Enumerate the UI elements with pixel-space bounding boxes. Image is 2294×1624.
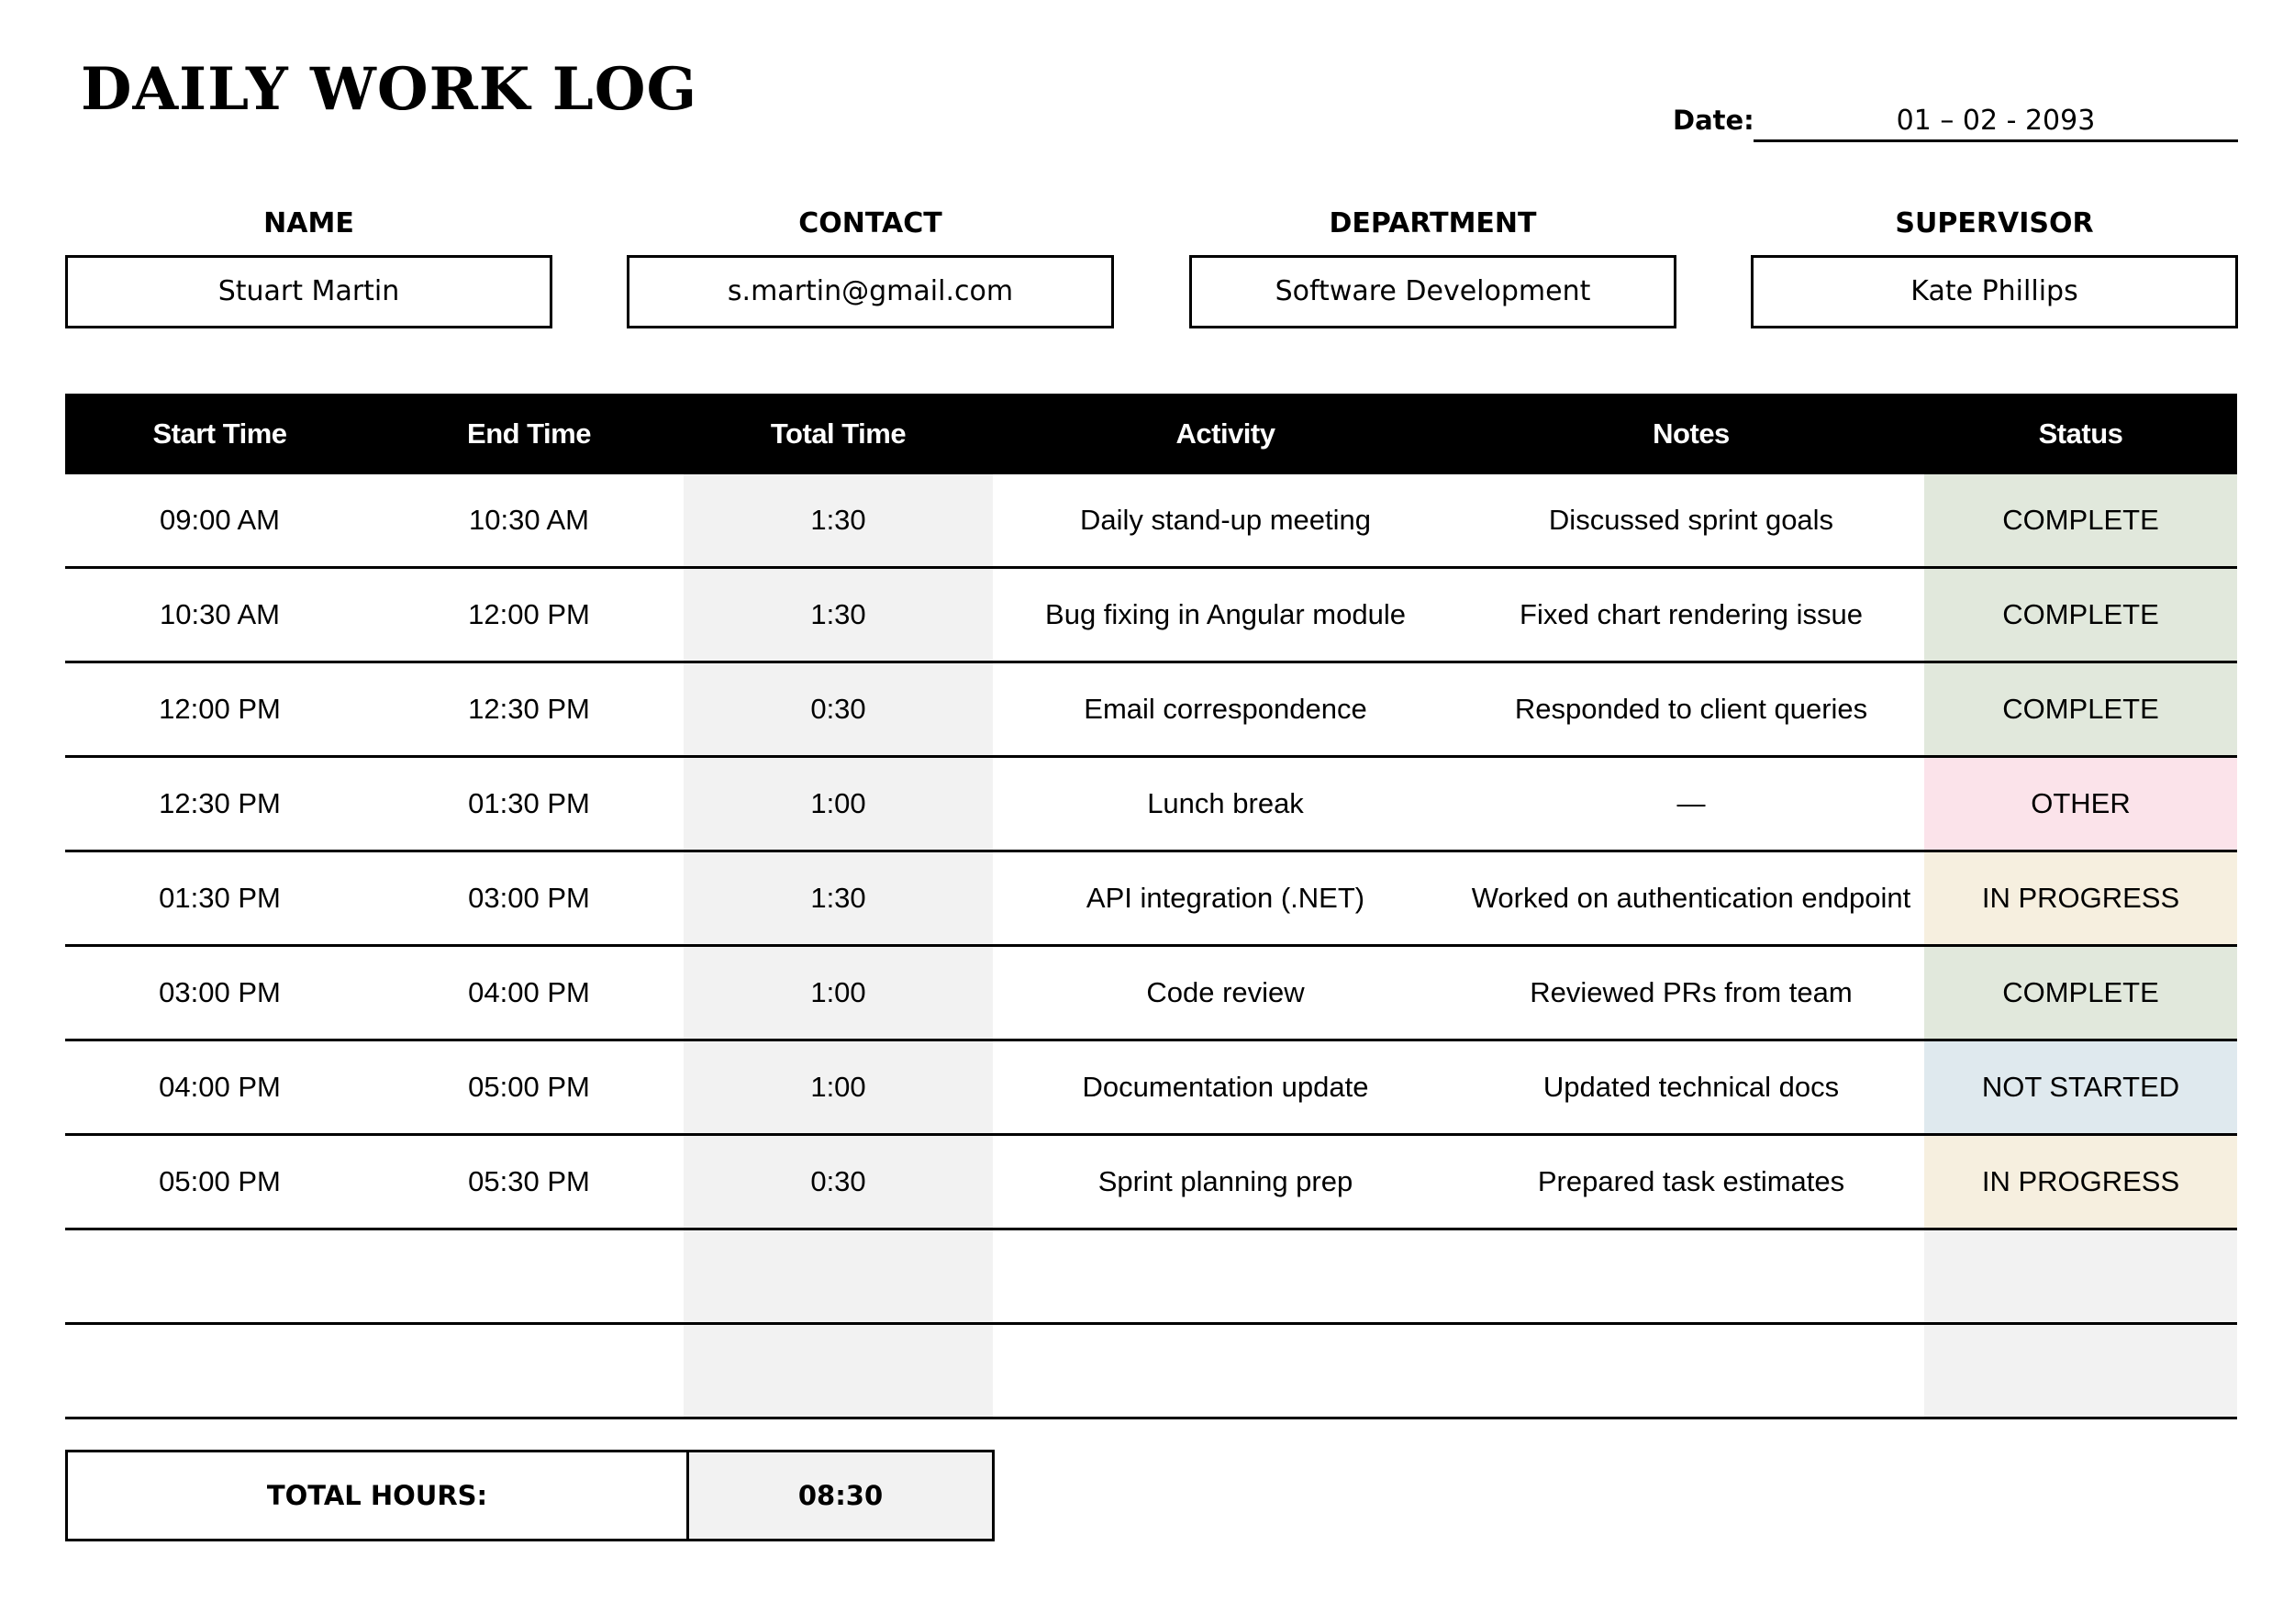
notes-cell[interactable]: Fixed chart rendering issue [1458,568,1924,662]
total-time-cell[interactable]: 0:30 [684,1135,993,1229]
end-time-cell[interactable]: 12:00 PM [374,568,684,662]
activity-cell[interactable] [993,1324,1458,1418]
table-body [65,474,2237,1418]
column-header-start-time: Start Time [65,394,374,474]
work-log-table [65,394,2237,1419]
total-time-cell[interactable] [684,1229,993,1324]
table-row [65,662,2237,757]
total-time-cell[interactable]: 1:00 [684,757,993,851]
end-time-cell[interactable] [374,1324,684,1418]
start-time-cell[interactable]: 10:30 AM [65,568,374,662]
status-cell[interactable] [1924,1229,2237,1324]
column-header-end-time: End Time [374,394,684,474]
end-time-cell[interactable]: 12:30 PM [374,662,684,757]
start-time-cell[interactable] [65,1229,374,1324]
column-header-total-time: Total Time [684,394,993,474]
table-row [65,1040,2237,1135]
table-row [65,474,2237,568]
table-row [65,757,2237,851]
contact-label: CONTACT [798,207,942,239]
notes-cell[interactable]: Discussed sprint goals [1458,474,1924,568]
department-group [1189,204,1676,328]
notes-cell[interactable] [1458,1324,1924,1418]
date-field[interactable]: 01 – 02 - 2093 [1754,101,2238,142]
supervisor-label: SUPERVISOR [1895,207,2094,239]
activity-cell[interactable]: Email correspondence [993,662,1458,757]
total-time-cell[interactable] [684,1324,993,1418]
column-header-activity: Activity [993,394,1458,474]
start-time-cell[interactable]: 05:00 PM [65,1135,374,1229]
supervisor-group [1751,204,2238,328]
status-cell[interactable]: COMPLETE [1924,662,2237,757]
status-cell[interactable]: NOT STARTED [1924,1040,2237,1135]
total-time-cell[interactable]: 0:30 [684,662,993,757]
status-cell[interactable]: COMPLETE [1924,474,2237,568]
notes-cell[interactable]: Responded to client queries [1458,662,1924,757]
total-time-cell[interactable]: 1:00 [684,946,993,1040]
status-cell[interactable]: IN PROGRESS [1924,1135,2237,1229]
name-label: NAME [263,207,354,239]
status-cell[interactable]: COMPLETE [1924,568,2237,662]
notes-cell[interactable]: Prepared task estimates [1458,1135,1924,1229]
status-cell[interactable] [1924,1324,2237,1418]
activity-cell[interactable]: Documentation update [993,1040,1458,1135]
table-header-row [65,394,2237,474]
column-header-status: Status [1924,394,2237,474]
activity-cell[interactable]: Code review [993,946,1458,1040]
total-time-cell[interactable]: 1:30 [684,851,993,946]
table-row [65,946,2237,1040]
table-row [65,1229,2237,1324]
date-label: Date: [1673,105,1754,136]
end-time-cell[interactable] [374,1229,684,1324]
start-time-cell[interactable] [65,1324,374,1418]
total-hours-value: 08:30 [689,1452,992,1539]
notes-cell[interactable]: Worked on authentication endpoint [1458,851,1924,946]
end-time-cell[interactable]: 03:00 PM [374,851,684,946]
total-time-cell[interactable]: 1:30 [684,568,993,662]
end-time-cell[interactable]: 05:30 PM [374,1135,684,1229]
notes-cell[interactable]: Updated technical docs [1458,1040,1924,1135]
status-cell[interactable]: COMPLETE [1924,946,2237,1040]
department-label: DEPARTMENT [1329,207,1537,239]
activity-cell[interactable] [993,1229,1458,1324]
start-time-cell[interactable]: 12:00 PM [65,662,374,757]
activity-cell[interactable]: Lunch break [993,757,1458,851]
table-row [65,851,2237,946]
end-time-cell[interactable]: 04:00 PM [374,946,684,1040]
end-time-cell[interactable]: 01:30 PM [374,757,684,851]
total-time-cell[interactable]: 1:00 [684,1040,993,1135]
table-row [65,1324,2237,1418]
start-time-cell[interactable]: 03:00 PM [65,946,374,1040]
activity-cell[interactable]: API integration (.NET) [993,851,1458,946]
start-time-cell[interactable]: 12:30 PM [65,757,374,851]
total-hours-label: TOTAL HOURS: [68,1452,689,1539]
contact-group [627,204,1114,328]
table-row [65,1135,2237,1229]
department-field[interactable]: Software Development [1189,255,1676,328]
notes-cell[interactable]: — [1458,757,1924,851]
activity-cell[interactable]: Sprint planning prep [993,1135,1458,1229]
page-title: DAILY WORK LOG [81,55,698,124]
contact-field[interactable]: s.martin@gmail.com [627,255,1114,328]
activity-cell[interactable]: Daily stand-up meeting [993,474,1458,568]
total-time-cell[interactable]: 1:30 [684,474,993,568]
end-time-cell[interactable]: 05:00 PM [374,1040,684,1135]
status-cell[interactable]: OTHER [1924,757,2237,851]
name-group [65,204,552,328]
supervisor-field[interactable]: Kate Phillips [1751,255,2238,328]
table-row [65,568,2237,662]
column-header-notes: Notes [1458,394,1924,474]
start-time-cell[interactable]: 01:30 PM [65,851,374,946]
start-time-cell[interactable]: 09:00 AM [65,474,374,568]
notes-cell[interactable]: Reviewed PRs from team [1458,946,1924,1040]
end-time-cell[interactable]: 10:30 AM [374,474,684,568]
start-time-cell[interactable]: 04:00 PM [65,1040,374,1135]
total-hours-box [65,1450,995,1541]
activity-cell[interactable]: Bug fixing in Angular module [993,568,1458,662]
status-cell[interactable]: IN PROGRESS [1924,851,2237,946]
name-field[interactable]: Stuart Martin [65,255,552,328]
notes-cell[interactable] [1458,1229,1924,1324]
